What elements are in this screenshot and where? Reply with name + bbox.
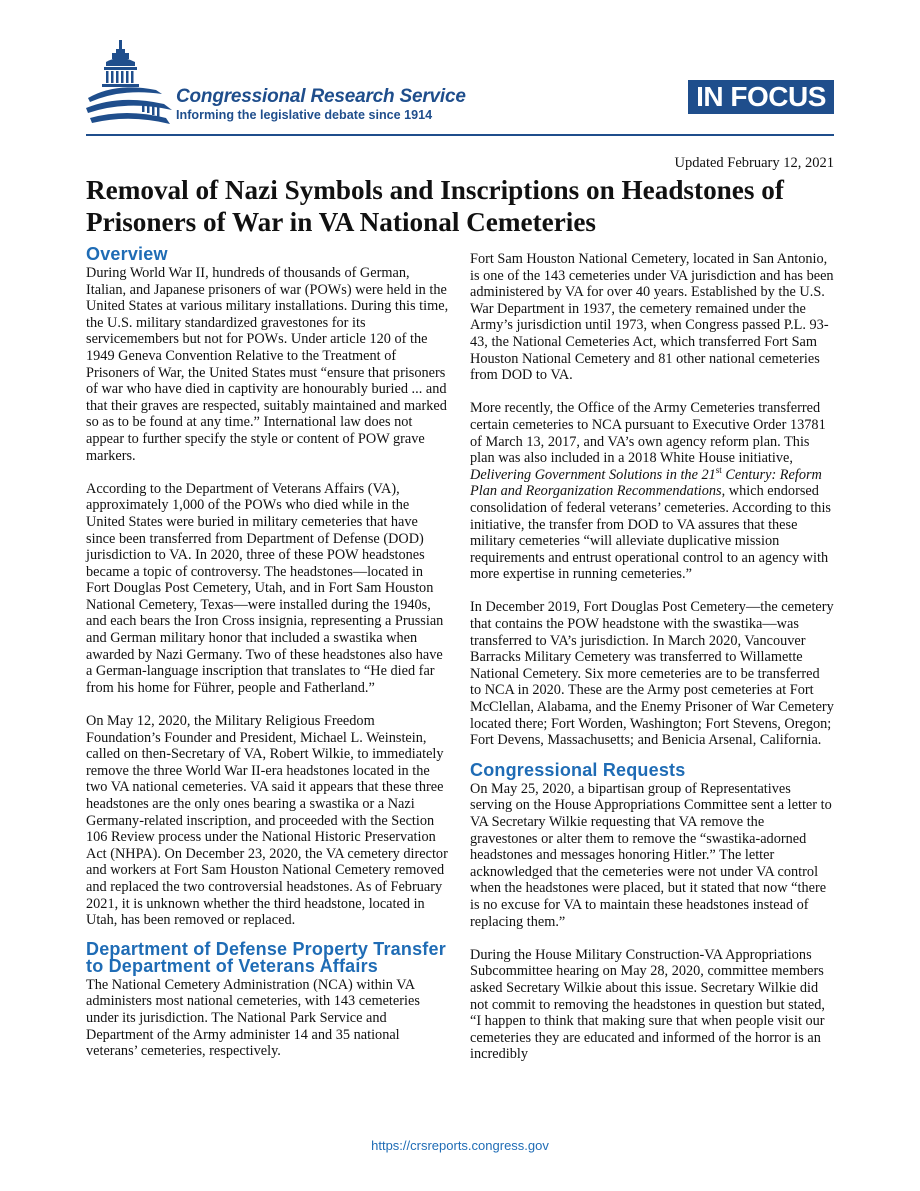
org-tagline: Informing the legislative debate since 1914 — [176, 108, 433, 122]
paragraph: The National Cemetery Administration (NCA) within VA administers most national cemeteries, with 143 cemeteries under its jurisdiction. The National Park Service and Department of the Army administer 14 and 35 national veterans’ cemeteries, respectively. — [86, 976, 420, 1060]
section-heading-congressional-requests: Congressional Requests — [470, 759, 686, 780]
page-title: Removal of Nazi Symbols and Inscriptions on Headstones of Prisoners of War in VA National Cemeteries — [86, 175, 784, 237]
left-column — [86, 246, 450, 1076]
paragraph: On May 25, 2020, a bipartisan group of Representatives serving on the House Appropriations Committee sent a letter to VA Secretary Wilkie requesting that VA remove the gravestones or alter them to remove the “swastika-adorned headstones and messages honoring Hitler.” The letter acknowledged that the cemeteries were not under VA control when the headstones were placed, but it stated that now “there is no excuse for VA to maintain these headstones instead of replacing them.” — [470, 780, 832, 930]
text-run: More recently, the Office of the Army Cemeteries transferred certain cemeteries to NCA pursuant to Executive Order 13781 of March 13, 2017, and VA’s own agency reform plan. This plan was also included in a 2018 White House initiative, — [470, 400, 826, 467]
paragraph: On May 12, 2020, the Military Religious Freedom Foundation’s Founder and President, Michael L. Weinstein, called on then-Secretary of VA, Robert Wilkie, to immediately remove the three World War II-era headstones located in the two VA national cemeteries. VA said it appears that these three headstones are the only ones bearing a swastika or a Nazi Germany-related inscription, and proceeded with the Section 106 Review process under the National Historic Preservation Act (NHPA). On December 23, 2020, the VA cemetery director and workers at Fort Sam Houston National Cemetery removed and replaced the two controversial headstones. As of February 2021, it is unknown whether the third headstone, located in Utah, has been removed or replaced. — [86, 713, 448, 929]
text-run: , which endorsed consolidation of federal veterans’ cemeteries. According to this initiative, the transfer from DOD to VA assures that these military cemeteries “will alleviate duplicative mission requirements and entrust operational control to an agency with more expertise in running cemeteries.” — [470, 483, 831, 583]
in-focus-badge: IN FOCUS — [688, 80, 834, 114]
paragraph: According to the Department of Veterans Affairs (VA), approximately 1,000 of the POWs who died while in the United States were buried in military cemeteries that have since been transferred from Department of Defense (DOD) jurisdiction to VA. In 2020, three of these POW headstones became a topic of controversy. The headstones—located in Fort Douglas Post Cemetery, Utah, and in Fort Sam Houston National Cemetery, Texas—were installed during the 1940s, and each bears the Iron Cross insignia, representing a Prussian and German military honor that included a swastika when awarded by Nazi Germany. Two of these headstones also have a German-language inscription that translates to “He died far from his home for Führer, people and Fatherland.” — [86, 480, 444, 696]
updated-date: Updated February 12, 2021 — [674, 155, 834, 171]
org-name: Congressional Research Service — [176, 86, 466, 107]
report-title-part: Delivering Government Solutions in the 21 — [470, 466, 716, 483]
footer-url-link[interactable]: https://crsreports.congress.gov — [371, 1138, 549, 1153]
paragraph — [470, 400, 834, 583]
section-heading-overview: Overview — [86, 244, 168, 264]
header-divider — [86, 134, 834, 136]
report-title-part: Century: Reform Plan and Reorganization Recommendations — [470, 466, 822, 500]
paragraph: During World War II, hundreds of thousands of German, Italian, and Japanese prisoners of war (POWs) were held in the United States at various military installations. During this time, the U.S. military standardized gravestones for its servicemembers but not for POWs. Under article 120 of the 1949 Geneva Convention Relative to the Treatment of Prisoners of War, the United States must “ensure that prisoners of war who have died in captivity are honourably buried ... and that their graves are respected, suitably maintained and marked so as to be found at any time.” International law does not appear to further specify the style or content of POW grave markers. — [86, 265, 449, 464]
right-column — [470, 251, 834, 1080]
section-heading-property-transfer: Department of Defense Property Transfer to Department of Veterans Affairs — [86, 938, 446, 976]
paragraph: In December 2019, Fort Douglas Post Cemetery—the cemetery that contains the POW headstone with the swastika—was transferred to VA’s jurisdiction. In March 2020, Vancouver Barracks Military Cemetery was transferred to Willamette National Cemetery. Six more cemeteries are to be transferred to NCA in 2020. These are the Army post cemeteries at Fort McClellan, Alabama, and the Enemy Prisoner of War Cemetery located there; Fort Worden, Washington; Fort Stevens, Oregon; Fort Devens, Massachusetts; and Benicia Arsenal, California. — [470, 599, 834, 749]
paragraph: During the House Military Construction-VA Appropriations Subcommittee hearing on May 28, 2020, committee members asked Secretary Wilkie about this issue. Secretary Wilkie did not commit to removing the headstones in question but stated, “I happen to think that making sure that when people visit our cemeteries they are educated and informed of the horror is an incredibly — [470, 946, 825, 1063]
superscript: st — [715, 464, 722, 475]
capitol-dome-logo-icon — [86, 38, 178, 130]
paragraph: Fort Sam Houston National Cemetery, located in San Antonio, is one of the 143 cemeteries under VA jurisdiction and has been administered by VA for over 40 years. Established by the U.S. War Department in 1937, the cemetery remained under the Army’s jurisdiction until 1973, when Congress passed P.L. 93-43, the National Cemeteries Act, which transferred Fort Sam Houston National Cemetery and 81 other national cemeteries from DOD to VA. — [470, 251, 834, 384]
